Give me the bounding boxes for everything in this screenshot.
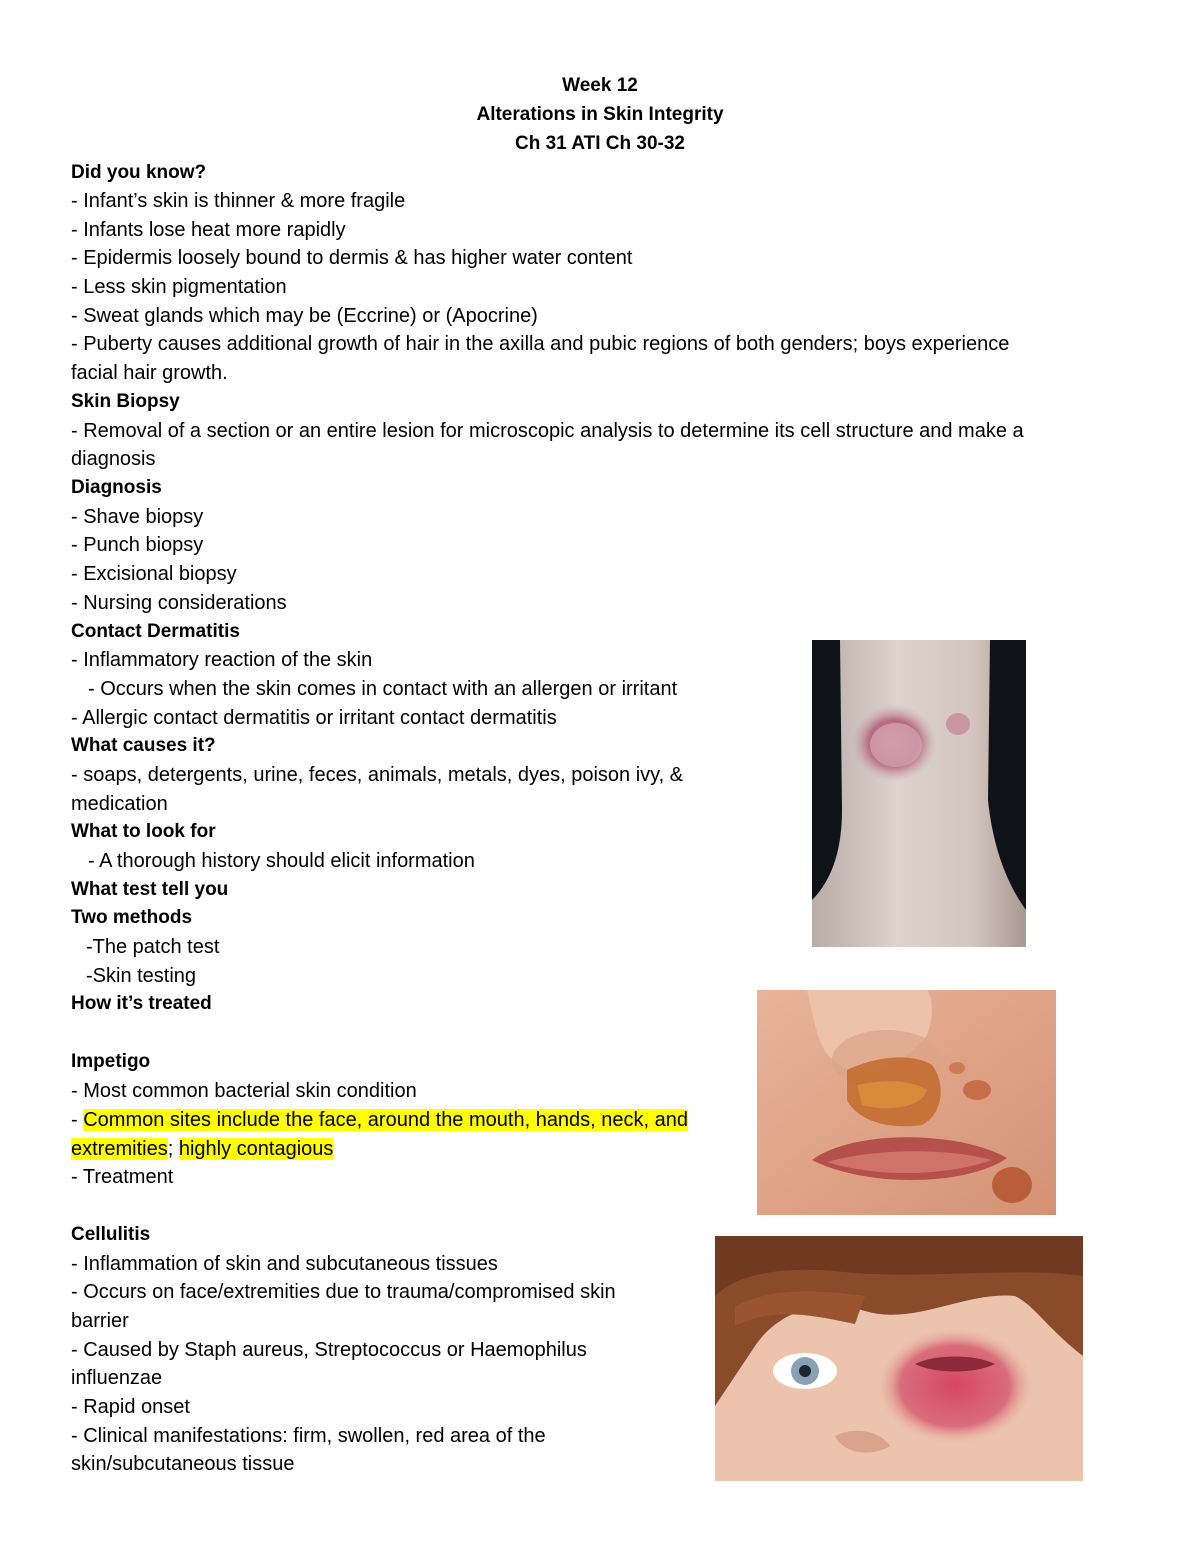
list-item: - Epidermis loosely bound to dermis & has higher water content	[71, 247, 633, 269]
list-item: - Inflammation of skin and subcutaneous tissues	[71, 1253, 498, 1275]
list-item: - Infants lose heat more rapidly	[71, 219, 346, 241]
list-item: influenzae	[71, 1367, 163, 1389]
list-item: - A thorough history should elicit information	[88, 850, 475, 872]
list-item: facial hair growth.	[71, 362, 228, 384]
skin-biopsy-heading: Skin Biopsy	[71, 391, 180, 412]
list-item: - Nursing considerations	[71, 592, 287, 614]
list-item: - Sweat glands which may be (Eccrine) or (Apocrine)	[71, 305, 538, 327]
cellulitis-photo	[715, 1236, 1083, 1481]
week-title: Week 12	[562, 75, 638, 96]
chapter-reference: Ch 31 ATI Ch 30-32	[515, 133, 685, 154]
list-item: - Removal of a section or an entire lesion for microscopic analysis to determine its cell structure and make a	[71, 420, 1024, 442]
test-heading: What test tell you	[71, 879, 229, 900]
list-item: - Shave biopsy	[71, 506, 204, 528]
list-item: medication	[71, 793, 168, 815]
diagnosis-heading: Diagnosis	[71, 477, 162, 498]
causes-heading: What causes it?	[71, 735, 216, 756]
list-item	[71, 1135, 333, 1163]
list-item: - Allergic contact dermatitis or irritant contact dermatitis	[71, 707, 557, 729]
list-item: - Puberty causes additional growth of hair in the axilla and pubic regions of both genders; boys experience	[71, 333, 1010, 355]
list-item: diagnosis	[71, 448, 156, 470]
highlighted-text: Common sites include the face, around the mouth, hands, neck, and	[83, 1109, 689, 1131]
impetigo-photo	[757, 990, 1056, 1215]
list-item: - Less skin pigmentation	[71, 276, 287, 298]
list-item: skin/subcutaneous tissue	[71, 1453, 295, 1475]
methods-heading: Two methods	[71, 907, 193, 928]
did-you-know-heading: Did you know?	[71, 162, 207, 183]
list-item: -The patch test	[86, 936, 220, 958]
highlighted-text: extremities	[71, 1138, 168, 1160]
list-item: - Treatment	[71, 1166, 174, 1188]
cellulitis-heading: Cellulitis	[71, 1224, 151, 1245]
list-item: - Occurs on face/extremities due to trauma/compromised skin	[71, 1281, 616, 1303]
list-item: - soaps, detergents, urine, feces, animals, metals, dyes, poison ivy, &	[71, 764, 684, 786]
highlighted-text: highly contagious	[178, 1138, 334, 1160]
list-item	[71, 1106, 688, 1134]
item-prefix: -	[71, 1109, 84, 1131]
document-title: Alterations in Skin Integrity	[476, 104, 724, 125]
list-item: - Punch biopsy	[71, 534, 204, 556]
separator: ;	[167, 1138, 174, 1160]
list-item: - Inflammatory reaction of the skin	[71, 649, 373, 671]
list-item: - Occurs when the skin comes in contact with an allergen or irritant	[88, 678, 678, 700]
list-item: - Rapid onset	[71, 1396, 190, 1418]
list-item: - Clinical manifestations: firm, swollen, red area of the	[71, 1425, 546, 1447]
treated-heading: How it’s treated	[71, 993, 212, 1014]
list-item: -Skin testing	[86, 965, 197, 987]
list-item: - Infant’s skin is thinner & more fragile	[71, 190, 406, 212]
list-item: - Caused by Staph aureus, Streptococcus or Haemophilus	[71, 1339, 587, 1361]
contact-dermatitis-photo	[812, 640, 1026, 947]
list-item: barrier	[71, 1310, 129, 1332]
look-for-heading: What to look for	[71, 821, 216, 842]
impetigo-heading: Impetigo	[71, 1051, 151, 1072]
list-item: - Excisional biopsy	[71, 563, 237, 585]
contact-dermatitis-heading: Contact Dermatitis	[71, 621, 240, 642]
list-item: - Most common bacterial skin condition	[71, 1080, 417, 1102]
